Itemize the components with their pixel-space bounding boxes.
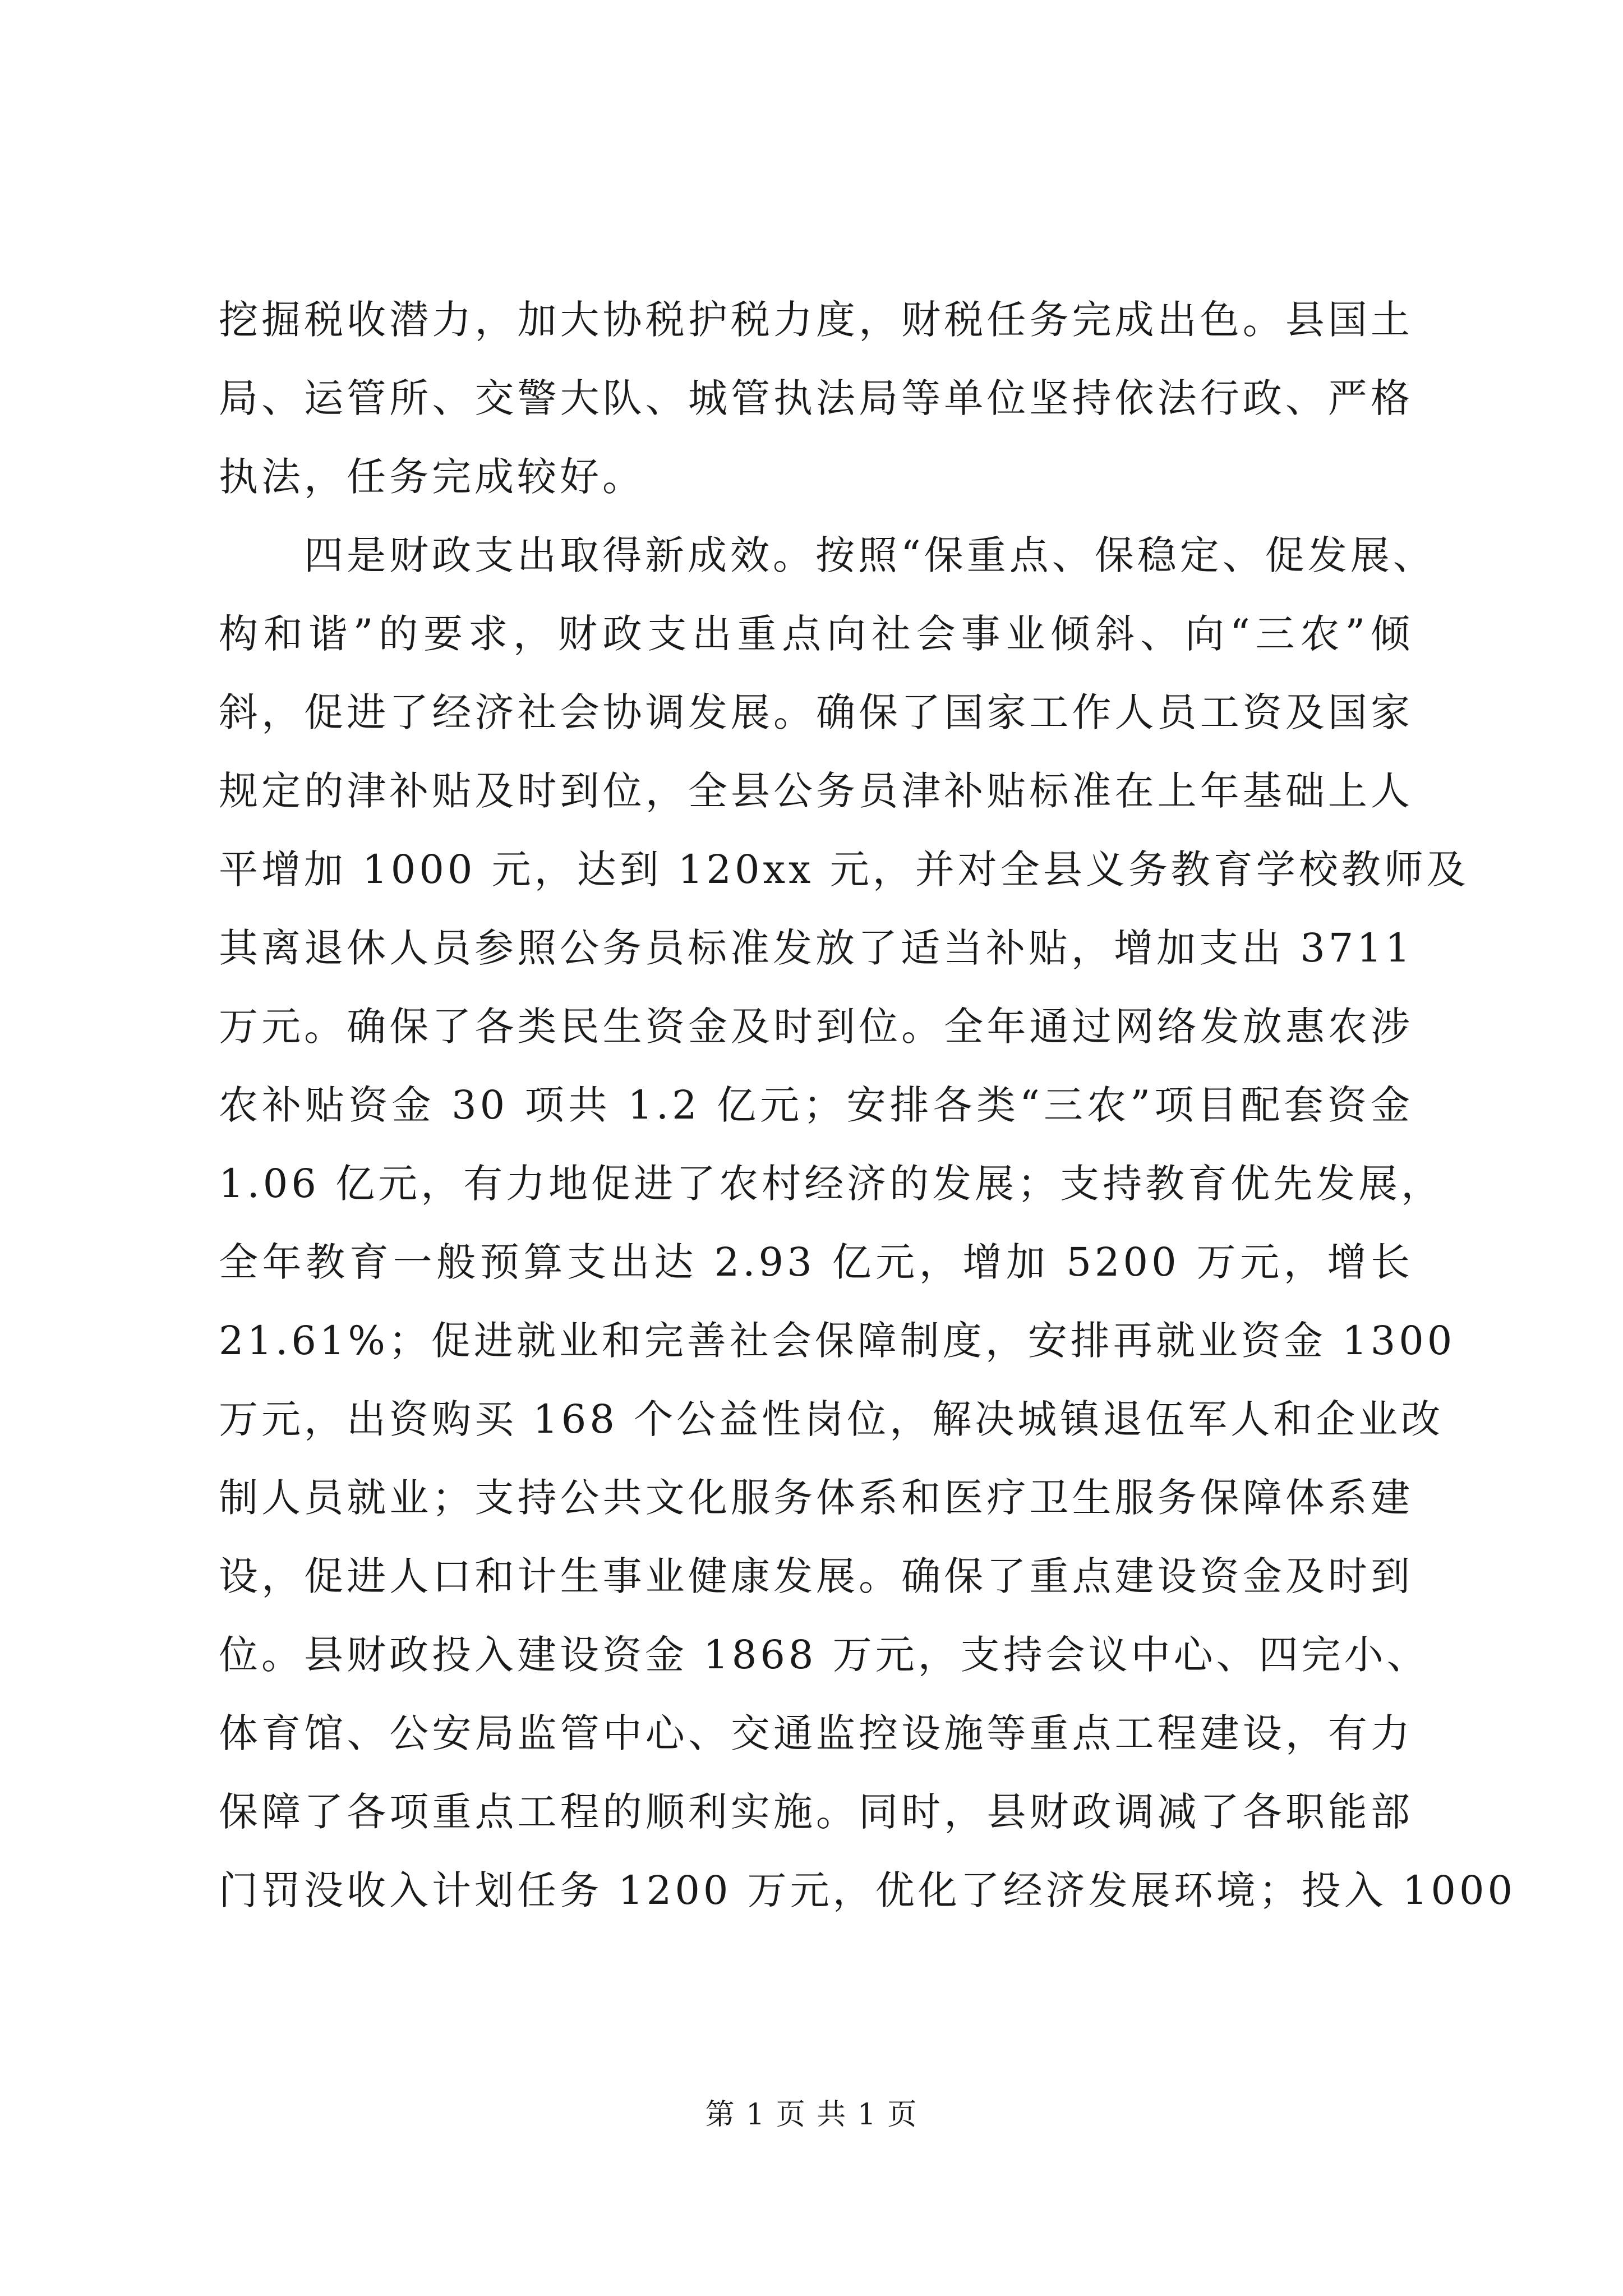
text-line: 门罚没收入计划任务 1200 万元，优化了经济发展环境；投入 1000 [219,1867,1516,1913]
paragraph [219,516,1516,2008]
text-line: 挖掘税收潜力，加大协税护税力度，财税任务完成出色。县国土 [219,297,1413,343]
text-line: 规定的津补贴及时到位，全县公务员津补贴标准在上年基础上人 [219,768,1413,814]
text-line [219,1930,1413,2008]
text-line: 制人员就业；支持公共文化服务体系和医疗卫生服务保障体系建 [219,1475,1413,1521]
text-line: 平增加 1000 元，达到 120xx 元，并对全县义务教育学校教师及 [219,846,1469,892]
text-line: 其离退休人员参照公务员标准发放了适当补贴，增加支出 3711 [219,925,1414,971]
text-line: 万元，出资购买 168 个公益性岗位，解决城镇退伍军人和企业改 [219,1396,1444,1442]
text-line: 执法，任务完成较好。 [219,454,645,500]
text-line: 位。县财政投入建设资金 1868 万元，支持会议中心、四完小、 [219,1632,1430,1678]
document-body [219,280,1516,2008]
text-line: 全年教育一般预算支出达 2.93 亿元，增加 5200 万元，增长 [219,1239,1413,1285]
text-line: 保障了各项重点工程的顺利实施。同时，县财政调减了各职能部 [219,1789,1413,1835]
text-line: 构和谐”的要求，财政支出重点向社会事业倾斜、向“三农”倾 [219,611,1413,657]
text-line: 体育馆、公安局监管中心、交通监控设施等重点工程建设，有力 [219,1710,1413,1756]
text-line: 万元。确保了各类民生资金及时到位。全年通过网络发放惠农涉 [219,1004,1413,1050]
text-line: 21.61%；促进就业和完善社会保障制度，安排再就业资金 1300 [219,1318,1456,1364]
page-footer: 第 1 页 共 1 页 [705,2098,918,2132]
text-line: 局、运管所、交警大队、城管执法局等单位坚持依法行政、严格 [219,375,1413,421]
text-line: 农补贴资金 30 项共 1.2 亿元；安排各类“三农”项目配套资金 [219,1082,1413,1128]
text-line: 斜，促进了经济社会协调发展。确保了国家工作人员工资及国家 [219,689,1413,735]
text-line: 四是财政支出取得新成效。按照“保重点、保稳定、促发展、 [219,532,1436,578]
paragraph [219,280,1413,516]
text-line: 设，促进人口和计生事业健康发展。确保了重点建设资金及时到 [219,1553,1413,1599]
text-line: 1.06 亿元，有力地促进了农村经济的发展；支持教育优先发展， [219,1161,1444,1207]
